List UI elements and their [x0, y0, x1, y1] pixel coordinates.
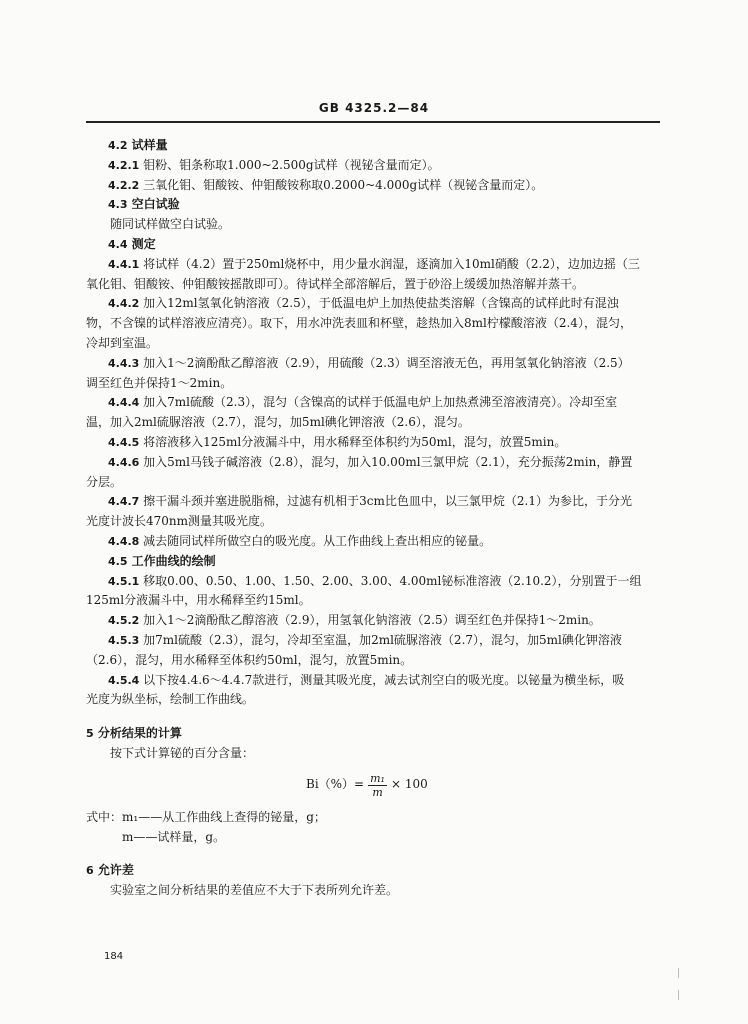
clause-line	[86, 651, 660, 671]
clause-number: 4.5.4	[108, 673, 140, 687]
clause-line	[86, 136, 660, 156]
formula	[86, 764, 660, 808]
clause-number: 4.4.5	[108, 435, 140, 449]
clause-line	[86, 235, 660, 255]
clause-line	[86, 591, 660, 611]
section-5-intro: 按下式计算铋的百分含量：	[110, 745, 255, 760]
section-6-title: 允许差	[93, 863, 134, 878]
clause-line	[86, 492, 660, 512]
clause-line	[86, 453, 660, 473]
clause-line	[86, 413, 660, 433]
clause-number: 4.2.1	[108, 158, 140, 172]
clause-line	[86, 690, 660, 710]
clause-line	[86, 354, 660, 374]
clause-line	[86, 671, 660, 691]
section-5-title: 分析结果的计算	[93, 726, 182, 741]
formula-rhs: × 100	[390, 777, 428, 792]
clause-text: 擦干漏斗颈并塞进脱脂棉，过滤有机相于3cm比色皿中，以三氯甲烷（2.1）为参比，于分光	[139, 494, 632, 509]
edge-mark	[678, 968, 679, 978]
clause-text: 加入5ml马钱子碱溶液（2.8），混匀，加入10.00ml三氯甲烷（2.1），充分振荡2min，静置	[139, 454, 633, 469]
clause-line	[86, 314, 660, 334]
clause-text: 分层。	[86, 474, 123, 489]
clause-text: 冷却到室温。	[86, 335, 159, 350]
clause-list	[86, 136, 660, 710]
clause-line	[86, 512, 660, 532]
clause-line	[86, 294, 660, 314]
clause-text: 以下按4.4.6～4.4.7款进行，测量其吸光度，减去试剂空白的吸光度。以铋量为横坐标，吸	[139, 672, 625, 687]
clause-line	[86, 552, 660, 572]
section-6-number: 6	[86, 864, 94, 878]
clause-line	[86, 473, 660, 493]
clause-number: 4.4.7	[108, 495, 140, 509]
page-number: 184	[104, 951, 124, 962]
header-rule	[86, 121, 660, 123]
clause-number: 4.2.2	[108, 178, 140, 192]
clause-text: 将溶液移入125ml分液漏斗中，用水稀释至体积约为50ml，混匀，放置5min。	[139, 434, 567, 449]
clause-text: 试样量	[127, 138, 168, 152]
edge-mark	[678, 990, 679, 1000]
clause-text: 工作曲线的绘制	[127, 553, 216, 568]
clause-number: 4.5.3	[108, 633, 140, 647]
clause-text: 加入1～2滴酚酞乙醇溶液（2.9），用氢氧化钠溶液（2.5）调至红色并保持1～2min。	[139, 613, 601, 628]
clause-number: 4.4.3	[108, 356, 140, 370]
clause-number: 4.5.1	[108, 574, 140, 588]
clause-text: 氧化钼、钼酸铵、仲钼酸铵摇散即可）。待试样全部溶解后，置于砂浴上缓缓加热溶解并蒸干。	[86, 276, 585, 291]
section-6-text: 实验室之间分析结果的差值应不大于下表所列允许差。	[110, 883, 399, 898]
clause-text: 加入12ml氢氧化钠溶液（2.5），于低温电炉上加热使盐类溶解（含镍高的试样此时有混浊	[139, 296, 619, 311]
clause-line	[86, 156, 660, 176]
clause-text: 加入1～2滴酚酞乙醇溶液（2.9），用硫酸（2.3）调至溶液无色，再用氢氧化钠溶液（2.5）	[139, 355, 630, 370]
clause-number: 4.4.8	[108, 534, 140, 548]
clause-line	[86, 433, 660, 453]
clause-number: 4.4.1	[108, 257, 140, 271]
clause-line	[86, 195, 660, 215]
formula-denominator: m	[372, 785, 383, 799]
clause-text: 三氧化钼、钼酸铵、仲钼酸铵称取0.2000~4.000g试样（视铋含量而定）。	[139, 177, 544, 192]
clause-line	[86, 611, 660, 631]
clause-line	[86, 334, 660, 354]
document-body	[86, 136, 660, 901]
formula-where-1: 式中：m₁——从工作曲线上查得的铋量，g；	[86, 809, 326, 824]
clause-line	[86, 275, 660, 295]
clause-text: 随同试样做空白试验。	[110, 217, 231, 232]
clause-text: 光度为纵坐标，绘制工作曲线。	[86, 692, 255, 707]
clause-text: 将试样（4.2）置于250ml烧杯中，用少量水润湿，逐滴加入10ml硝酸（2.2），边加边摇（三	[139, 256, 640, 271]
clause-text: 125ml分液漏斗中，用水稀释至约15ml。	[86, 593, 311, 608]
clause-text: 调至红色并保持1～2min。	[86, 375, 233, 390]
section-5-number: 5	[86, 727, 94, 741]
formula-numerator: m₁	[370, 771, 385, 785]
page-header: GB 4325.2—84	[318, 101, 430, 115]
clause-line	[86, 572, 660, 592]
clause-text: （2.6），混匀，用水稀释至体积约50ml，混匀，放置5min。	[86, 652, 413, 667]
clause-line	[86, 255, 660, 275]
clause-number: 4.3	[108, 198, 128, 212]
formula-where-2: m——试样量，g。	[122, 829, 226, 844]
clause-line	[86, 374, 660, 394]
clause-text: 减去随同试样所做空白的吸光度。从工作曲线上查出相应的铋量。	[139, 533, 492, 548]
clause-text: 光度计波长470nm测量其吸光度。	[86, 514, 273, 529]
clause-line	[86, 215, 660, 235]
clause-number: 4.4	[108, 237, 128, 251]
section-6-heading	[86, 861, 660, 881]
clause-text: 加7ml硫酸（2.3），混匀，冷却至室温，加2ml硫脲溶液（2.7），混匀，加5ml碘化钾溶液	[139, 632, 622, 647]
clause-number: 4.4.4	[108, 396, 140, 410]
clause-number: 4.4.2	[108, 297, 140, 311]
formula-fraction	[368, 772, 387, 799]
clause-text: 物，不含镍的试样溶液应清亮）。取下，用水冲洗表皿和杯壁，趁热加入8ml柠檬酸溶液（2.4），混匀，	[86, 316, 632, 331]
clause-text: 钼粉、钼条称取1.000~2.500g试样（视铋含量而定）。	[139, 157, 440, 172]
clause-number: 4.2	[108, 139, 128, 152]
formula-lhs: Bi（%）=	[306, 777, 365, 792]
clause-text: 空白试验	[127, 197, 180, 212]
clause-text: 加入7ml硫酸（2.3），混匀（含镍高的试样于低温电炉上加热煮沸至溶液清亮）。冷却至室	[139, 395, 618, 410]
clause-number: 4.5	[108, 554, 128, 568]
clause-text: 测定	[127, 236, 156, 251]
clause-text: 温，加入2ml硫脲溶液（2.7），混匀，加5ml碘化钾溶液（2.6），混匀。	[86, 415, 470, 430]
clause-line	[86, 176, 660, 196]
clause-number: 4.4.6	[108, 455, 140, 469]
clause-text: 移取0.00、0.50、1.00、1.50、2.00、3.00、4.00ml铋标准溶液（2.10.2），分别置于一组	[139, 573, 642, 588]
clause-line	[86, 393, 660, 413]
clause-line	[86, 532, 660, 552]
clause-number: 4.5.2	[108, 614, 140, 628]
clause-line	[86, 631, 660, 651]
section-5-heading	[86, 724, 660, 744]
